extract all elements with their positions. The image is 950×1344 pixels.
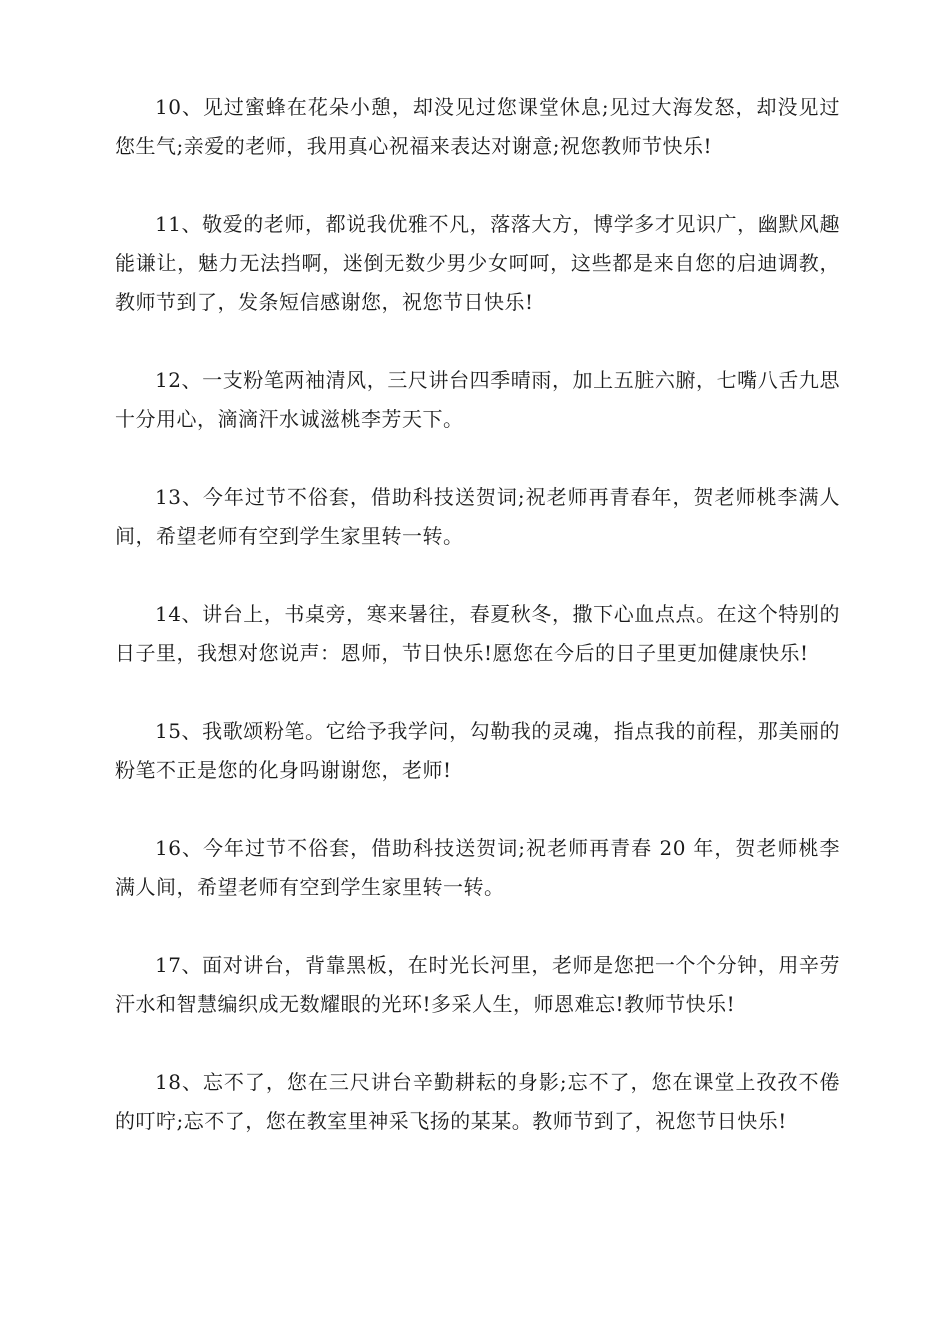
paragraph-11: 11、敬爱的老师，都说我优雅不凡，落落大方，博学多才见识广，幽默风趣能谦让，魅力无法挡啊，迷倒无数少男少女呵呵，这些都是来自您的启迪调教，教师节到了，发条短信感谢您，祝您节日快乐! [115,212,840,314]
paragraph-17: 17、面对讲台，背靠黑板，在时光长河里，老师是您把一个个分钟，用辛劳汗水和智慧编织成无数耀眼的光环!多采人生，师恩难忘!教师节快乐! [115,953,840,1016]
paragraph-12: 12、一支粉笔两袖清风，三尺讲台四季晴雨，加上五脏六腑，七嘴八舌九思十分用心，滴滴汗水诚滋桃李芳天下。 [115,368,840,431]
document-body [115,88,840,1141]
paragraph-13: 13、今年过节不俗套，借助科技送贺词;祝老师再青春年，贺老师桃李满人间，希望老师有空到学生家里转一转。 [115,485,840,548]
paragraph-18: 18、忘不了，您在三尺讲台辛勤耕耘的身影;忘不了，您在课堂上孜孜不倦的叮咛;忘不了，您在教室里神采飞扬的某某。教师节到了，祝您节日快乐! [115,1070,840,1133]
paragraph-14: 14、讲台上，书桌旁，寒来暑往，春夏秋冬，撒下心血点点。在这个特别的日子里，我想对您说声：恩师，节日快乐!愿您在今后的日子里更加健康快乐! [115,602,840,665]
paragraph-16: 16、今年过节不俗套，借助科技送贺词;祝老师再青春 20 年，贺老师桃李满人间，希望老师有空到学生家里转一转。 [115,836,840,899]
paragraph-10: 10、见过蜜蜂在花朵小憩，却没见过您课堂休息;见过大海发怒，却没见过您生气;亲爱的老师，我用真心祝福来表达对谢意;祝您教师节快乐! [115,95,840,158]
paragraph-15: 15、我歌颂粉笔。它给予我学问，勾勒我的灵魂，指点我的前程，那美丽的粉笔不正是您的化身吗谢谢您，老师! [115,719,840,782]
